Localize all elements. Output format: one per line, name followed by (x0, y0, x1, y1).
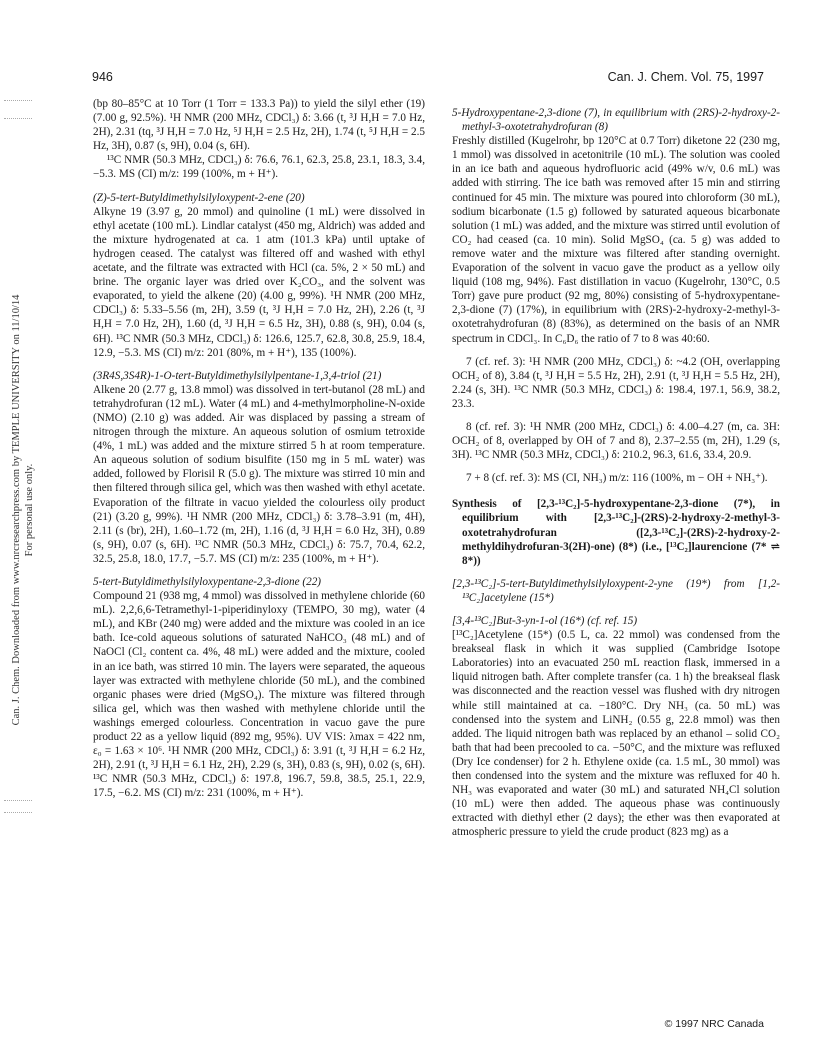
left-column (93, 97, 425, 801)
section-heading: [3,4-¹³C₂]But-3-yn-1-ol (16*) (cf. ref. 15) (452, 615, 638, 627)
paragraph: Compound 21 (938 mg, 4 mmol) was dissolved in methylene chloride (60 mL). 2,2,6,6-Tetramethyl-1-piperidinyloxy (TEMPO, 30 mg), water (4 mL), and KBr (240 mg) were added and the mixture was cooled in an ice bath. Ice-cold aqueous solutions of saturated NaHCO₃ (48 mL) and of NaOCl (Cl₂ content ca. 4%, 48 mL) were added and the mixture, cooled in an ice bath, was stirred 10 min. The layers were separated, the aqueous layer was extracted with methylene chloride (50 mL), and the combined organic phases were dried (MgSO₄). The mixture was filtered through silica gel, which was then washed with methylene chloride until the washings emerged colourless. Concentration in vacuo gave the pure product 22 as a yellow liquid (892 mg, 95%). UV VIS: λmax = 422 nm, ε₀ = 1.63 × 10⁶. ¹H NMR (200 MHz, CDCl₃) δ: 3.91 (t, ³J H,H = 6.2 Hz, 2H), 2.91 (t, ³J H,H = 6.1 Hz, 2H), 2.29 (s, 3H), 0.83 (s, 9H), 0.02 (s, 6H). ¹³C NMR (50.3 MHz, CDCl₃) δ: 197.8, 196.7, 59.8, 38.5, 25.1, 22.9, 17.5, −6.2. MS (CI) m/z: 231 (100%, m + H⁺). (93, 590, 425, 800)
scan-artifact (4, 100, 32, 103)
right-column (452, 97, 780, 840)
paragraph: 8 (cf. ref. 3): ¹H NMR (200 MHz, CDCl₃) δ: 4.00–4.27 (m, ca. 3H: OCH₂ of 8, overlapped by OH of 7 and 8), 2.37–2.55 (m, 2H), 1.29 (s, 3H). ¹³C NMR (50.3 MHz, CDCl₃) δ: 210.2, 96.3, 61.6, 33.4, 20.9. (452, 420, 780, 462)
watermark-line-1: Can. J. Chem. Downloaded from www.nrcresearchpress.com by TEMPLE UNIVERSITY on 11/10/14 (11, 294, 22, 726)
paragraph: 7 (cf. ref. 3): ¹H NMR (200 MHz, CDCl₃) δ: ~4.2 (OH, overlapping OCH₂ of 8), 3.84 (t, ³J H,H = 5.5 Hz, 2H), 2.91 (t, ³J H,H = 5.5 Hz, 2H), 2.24 (s, 3H). ¹³C NMR (50.3 MHz, CDCl₃) δ: 198.4, 197.1, 56.9, 38.2, 23.3. (452, 355, 780, 410)
page-number: 946 (92, 70, 113, 84)
paragraph: 7 + 8 (cf. ref. 3): MS (CI, NH₃) m/z: 116 (100%, m − OH + NH₃⁺). (466, 472, 768, 485)
scan-artifact (4, 800, 32, 803)
section-heading: (3R4S,3S4R)-1-O-tert-Butyldimethylsilylpentane-1,3,4-triol (21) (93, 369, 382, 382)
section-heading: [2,3-¹³C₂]-5-tert-Butyldimethylsilyloxypent-2-yne (19*) from [1,2-¹³C₂]acetylene (15*) (452, 577, 780, 604)
paragraph: (bp 80–85°C at 10 Torr (1 Torr = 133.3 Pa)) to yield the silyl ether (19) (7.00 g, 92.5%). ¹H NMR (200 MHz, CDCl₃) δ: 3.66 (t, ³J H,H = 7.0 Hz, 2H), 2.31 (tq, ³J H,H = 7.0 Hz, ⁵J H,H = 2.5 Hz, 2H), 1.74 (t, ⁵J H,H = 2.5 Hz, 3H), 0.87 (s, 9H), 0.04 (s, 6H). (93, 98, 425, 153)
download-watermark (6, 230, 46, 790)
section-heading: Synthesis of [2,3-¹³C₂]-5-hydroxypentane-2,3-dione (7*), in equilibrium with [2,3-¹³C₂]-(2RS)-2-hydroxy-2-methyl-3-oxotetrahydrofuran ([2,3-¹³C₂]-(2RS)-2-hydroxy-2-methyldihydrofuran-3(2H)-one) (8*) (i.e., [¹³C₂]laurencione (7* ⇌ 8*)) (452, 498, 780, 567)
paragraph: Alkyne 19 (3.97 g, 20 mmol) and quinoline (1 mL) were dissolved in ethyl acetate (100 mL). Lindlar catalyst (450 mg, Aldrich) was added and the mixture hydrogenated at ca. 1 atm (101.3 kPa) until uptake of hydrogen ceased. The catalyst was filtered off and washed with ethyl acetate, and the filtrate was extracted with HCl (ca. 5%, 2 × 50 mL) and brine. The organic layer was dried over K₂CO₃, and the solvent was evaporated, to yield the alkene (20) (4.00 g, 99%). ¹H NMR (200 MHz, CDCl₃) δ: 5.33–5.56 (m, 2H), 3.59 (t, ³J H,H = 7.0 Hz, 2H), 2.26 (t, ³J H,H = 7.0 Hz, 2H), 1.60 (d, ³J H,H = 6.5 Hz, 3H), 0.88 (s, 9H), 0.04 (s, 6H). ¹³C NMR (50.3 MHz, CDCl₃) δ: 126.6, 125.7, 62.8, 30.8, 25.9, 18.4, 12.9, −5.3. MS (CI) m/z: 201 (80%, m + H⁺), 135 (100%). (93, 205, 425, 359)
watermark-line-2: For personal use only. (24, 463, 35, 557)
journal-header: Can. J. Chem. Vol. 75, 1997 (607, 70, 764, 84)
paragraph: Freshly distilled (Kugelrohr, bp 120°C at 0.7 Torr) diketone 22 (230 mg, 1 mmol) was dissolved in acetonitrile (10 mL). The solution was cooled in an ice bath and aqueous hydrofluoric acid (49% w/v, 0.6 mL) was added with stirring. The ice bath was removed after 15 min and stirring continued for 45 min. The mixture was poured into chloroform (30 mL), sodium bicarbonate (1.5 g) followed by saturated aqueous bicarbonate solution (1 mL) was added, and the mixture was stirred until evolution of CO₂ had ceased (ca. 10 min). Solid MgSO₄ (ca. 5 g) was added to remove water and the mixture was filtered after standing overnight. Evaporation of the solvent in vacuo gave the product as a yellow oily liquid (108 mg, 94%). Fast distillation in vacuo (Kugelrohr, 130°C, 0.5 Torr) gave pure product (92 mg, 80%) consisting of 5-hydroxypentane-2,3-dione (7) (17%), in equilibrium with (2RS)-2-hydroxy-2-methyl-3-oxotetrahydrofuran (8) (83%), as determined on the basis of an NMR spectrum in CDCl₃. In C₆D₆ the ratio of 7 to 8 was 40:60. (452, 135, 780, 345)
section-heading: 5-tert-Butyldimethylsilyloxypentane-2,3-dione (22) (93, 576, 322, 588)
scan-artifact (4, 812, 32, 815)
paragraph: [¹³C₂]Acetylene (15*) (0.5 L, ca. 22 mmol) was condensed from the breakseal flask in which it was supplied (Cambridge Isotope Laboratories) into an evacuated 250 mL reaction flask, immersed in a liquid nitrogen bath. After complete transfer (ca. 1 h) the breakseal flask was disconnected and the reaction vessel was flushed with dry nitrogen while still maintained at ca. −180°C. Dry NH₃ (ca. 50 mL) was condensed into the system and LiNH₂ (0.55 g, 22.8 mmol) was then added. The liquid nitrogen bath was replaced by an ethanol – solid CO₂ bath that had been precooled to ca. −50°C, and the mixture was refluxed (Dry Ice condenser) for 2 h. Ethylene oxide (ca. 1.5 mL, 30 mmol) was then condensed into the system and the mixture was refluxed for 40 h. NH₃ was evaporated and water (30 mL) and saturated NH₄Cl solution (10 mL) were then added. The aqueous phase was continuously extracted with diethyl ether (2 days); the ether was then evaporated at atmospheric pressure to yield the crude product (823 mg) as a (452, 629, 780, 839)
scan-artifact (4, 118, 32, 121)
copyright-notice: © 1997 NRC Canada (664, 1018, 764, 1030)
section-heading: 5-Hydroxypentane-2,3-dione (7), in equilibrium with (2RS)-2-hydroxy-2-methyl-3-oxotetrahydrofuran (8) (452, 107, 780, 134)
paragraph: ¹³C NMR (50.3 MHz, CDCl₃) δ: 76.6, 76.1, 62.3, 25.8, 23.1, 18.3, 3.4, −5.3. MS (CI) m/z: 199 (100%, m + H⁺). (93, 154, 425, 181)
section-heading: (Z)-5-tert-Butyldimethylsilyloxypent-2-ene (20) (93, 191, 305, 204)
paragraph: Alkene 20 (2.77 g, 13.8 mmol) was dissolved in tert-butanol (28 mL) and tetrahydrofuran (12 mL). Water (4 mL) and 4-methylmorpholine-N-oxide (NMO) (2.10 g) was added. Air was displaced by passing a stream of nitrogen through the mixture. An aqueous solution of osmium tetroxide (4%, 1 mL) was added and the mixture stirred 5 h at room temperature. An aqueous solution of sodium bisulfite (150 mg in 5 mL water) was added, followed by Florisil R (5.0 g). The mixture was stirred 10 min and then filtered through silica gel, which was then washed with ethyl acetate. Evaporation of the filtrate in vacuo yielded the colourless oily product (21) (3.20 g, 99%). ¹H NMR (200 MHz, CDCl₃) δ: 3.78–3.91 (m, 4H), 2.11 (s (br), 2H), 1.60–1.72 (m, 2H), 1.16 (d, ³J H,H = 6.0 Hz, 3H), 0.89 (s, 9H), 0.07 (s, 6H). ¹³C NMR (50.3 MHz, CDCl₃) δ: 75.7, 70.4, 62.2, 32.5, 25.8, 18.0, 17.7, −5.7. MS (CI) m/z: 235 (100%, m + H⁺). (93, 383, 425, 565)
